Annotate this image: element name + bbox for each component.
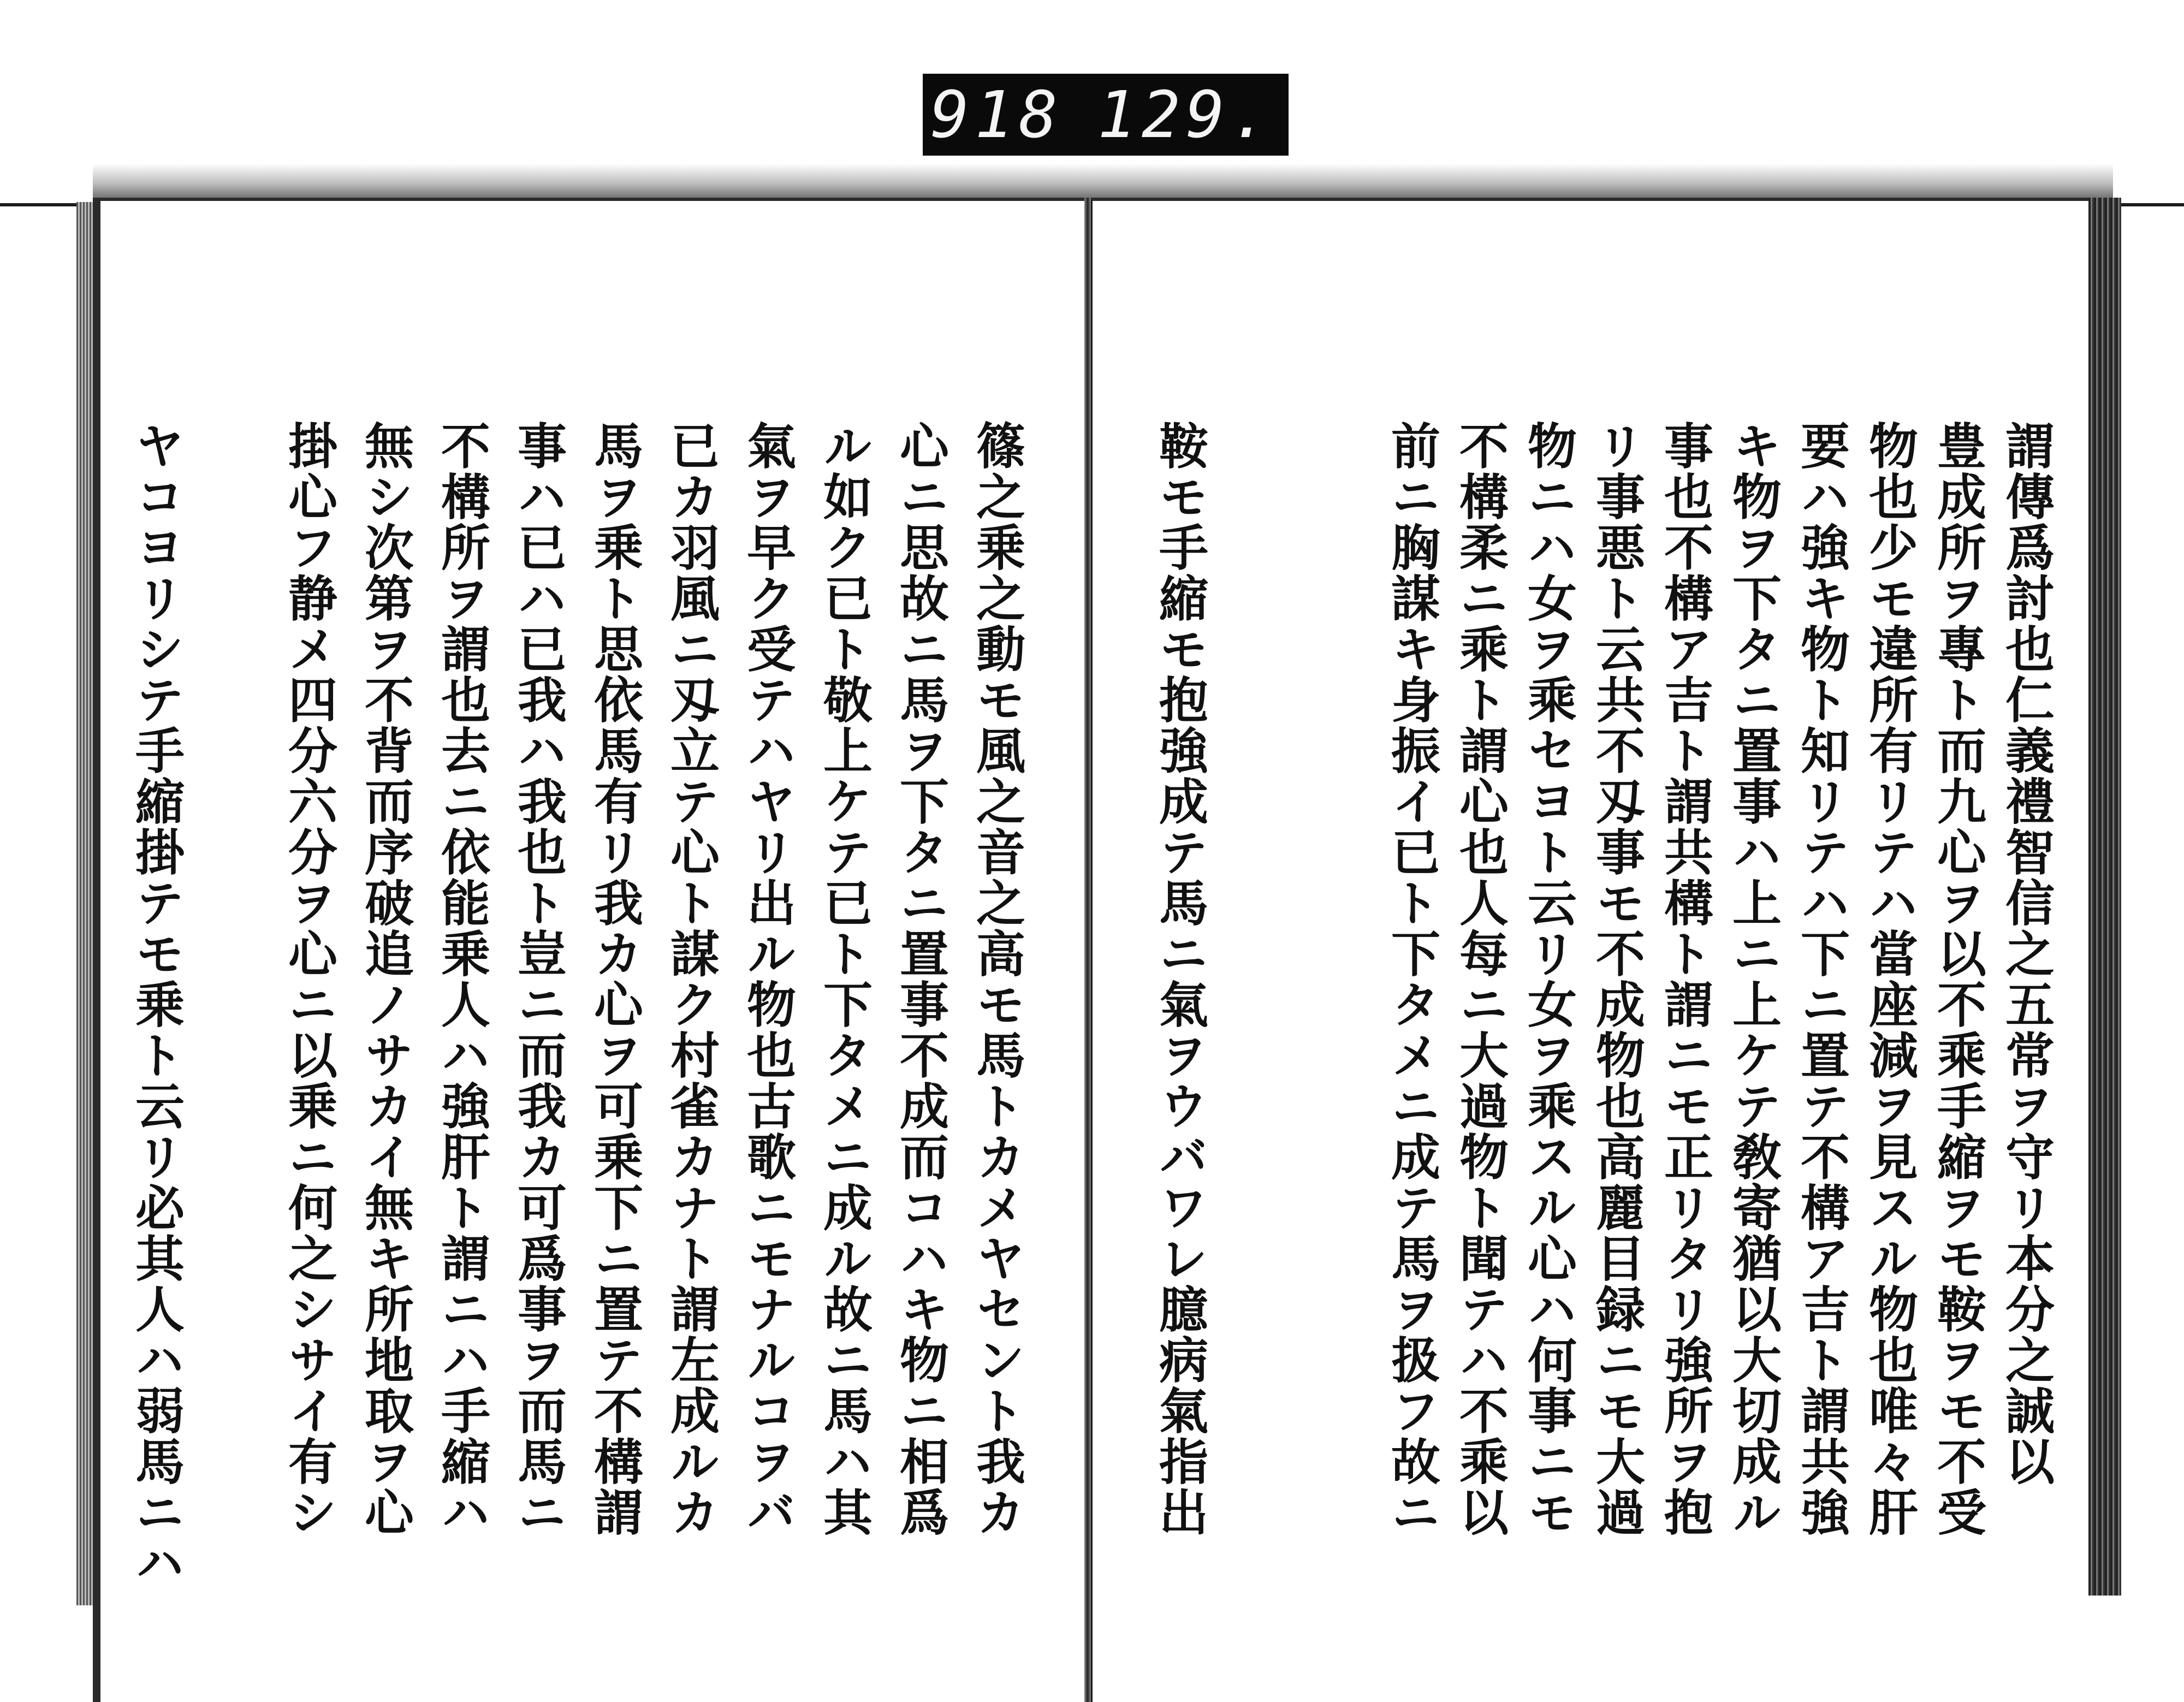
text-column: 馬ヲ乗ト思依馬有リ我カ心ヲ可乗下ニ置テ不構謂	[585, 420, 643, 1538]
text-column: 物ニハ女ヲ乘セヨト云リ女ヲ乘スル心ハ何事ニモ	[1519, 420, 1577, 1538]
text-column: 事也不構ア吉ト謂共構ト謂ニモ正リタリ強所ヲ抱	[1655, 420, 1713, 1538]
text-column: 不構所ヲ謂也去ニ依能乗人ハ強肝ト謂ニハ手縮ハ	[432, 420, 490, 1538]
text-column: 心ニ思故ニ馬ヲ下タニ置事不成而コハキ物ニ相爲	[891, 420, 949, 1538]
text-column: 無シ次第ヲ不背而序破追ノサカイ無キ所地取ヲ心	[356, 420, 414, 1538]
text-column: ル如ク已ト敬上ケテ已ト下タメニ成ル故ニ馬ハ其	[815, 420, 873, 1538]
text-column: 事ハ已ハ已我ハ我也ト豈ニ而我カ可爲事ヲ而馬ニ	[509, 420, 567, 1538]
book-spine	[1084, 198, 1091, 1702]
right-page-edge	[2088, 198, 2121, 1596]
text-column: 物也少モ違所有リテハ當座減ヲ見スル物也唯々肝	[1860, 420, 1918, 1538]
text-column: リ事悪ト云共不刄事モ不成物也高麗目録ニモ大過	[1587, 420, 1645, 1538]
text-column: 謂傳爲討也仁義禮智信之五常ヲ守リ本分之誠以	[1997, 420, 2055, 1487]
text-column: 前ニ胸謀キ身振イ已ト下タメニ成テ馬ヲ扱フ故ニ	[1382, 420, 1440, 1538]
reel-number: 918	[930, 77, 1064, 152]
text-column: 篠之乗之動モ風之音之高モ馬トカメヤセント我カ	[968, 420, 1025, 1538]
text-column: 鞍モ手縮モ抱強成テ馬ニ氣ヲウバワレ臆病氣指出	[1150, 420, 1208, 1538]
text-column: キ物ヲ下タニ置事ハ上ニ上ケテ敎寄猶以大切成ル	[1724, 420, 1782, 1538]
film-frame-label	[923, 74, 1289, 156]
text-column: 不構柔ニ乘ト謂心也人每ニ大過物ト聞テハ不乘以	[1451, 420, 1509, 1538]
text-column: 要ハ強キ物ト知リテハ下ニ置テ不構ア吉ト謂共強	[1792, 420, 1850, 1538]
frame-number: 129.	[1097, 77, 1274, 152]
text-column: 豊成所ヲ專ト而九心ヲ以不乘手縮ヲモ鞍ヲモ不受	[1928, 420, 1986, 1538]
text-column: 氣ヲ早ク受テハヤリ出ル物也古歌ニモナルコヲバ	[738, 420, 796, 1538]
text-column: 掛心フ静メ四分六分ヲ心ニ以乗ニ何之シサイ有シ	[280, 420, 337, 1538]
text-column: ヤコヨリシテ手縮掛テモ乗ト云リ必其人ハ弱馬ニハ	[127, 420, 185, 1588]
left-page-edge	[76, 202, 93, 1605]
text-column: 已カ羽風ニ刄立テ心ト謀ク村雀カナト謂左成ルカ	[662, 420, 720, 1538]
